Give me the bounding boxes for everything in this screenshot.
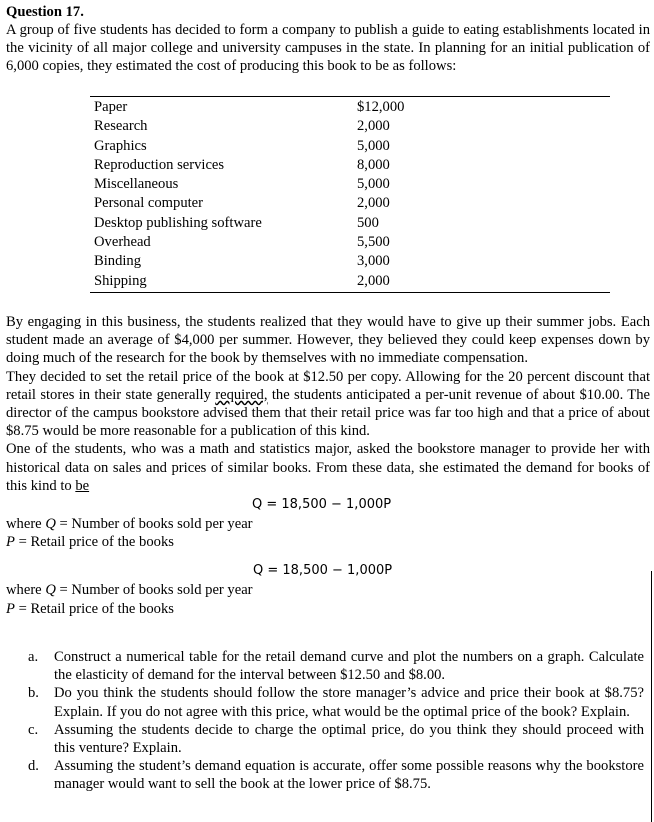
cost-amount: 500	[357, 214, 379, 231]
task-text: Assuming the students decide to charge the optimal price, do you think they should proceed with this venture? Explain.	[54, 721, 644, 757]
q-variable: Q	[45, 516, 56, 533]
cost-item: Desktop publishing software	[94, 214, 262, 231]
cost-row	[90, 233, 610, 252]
cost-row	[90, 252, 610, 271]
paragraph-retail-price	[6, 368, 650, 441]
cost-item: Graphics	[94, 137, 147, 154]
cost-item: Miscellaneous	[94, 176, 179, 193]
where-q-line-repeat: where Q = Number of books sold per year	[6, 582, 253, 599]
cost-row	[90, 156, 610, 175]
cost-row	[90, 272, 610, 291]
question-title: Question 17.	[6, 4, 84, 20]
cost-row	[90, 137, 610, 156]
paragraph-demand	[6, 440, 650, 495]
cost-row	[90, 175, 610, 194]
task-list	[28, 648, 644, 794]
task-marker: c.	[28, 721, 39, 738]
cost-amount: 2,000	[357, 272, 390, 289]
cost-amount: 3,000	[357, 253, 390, 270]
margin-divider-line	[651, 571, 652, 822]
demand-equation: Q = 18,500 − 1,000P	[252, 497, 392, 513]
cost-amount: 5,500	[357, 234, 390, 251]
cost-amount: 2,000	[357, 195, 390, 212]
task-marker: d.	[28, 758, 39, 775]
task-text: Assuming the student’s demand equation is accurate, offer some possible reasons why the bookstore manager would want to sell the book at the lower price of $8.75.	[54, 758, 644, 793]
p-variable: P	[6, 600, 15, 617]
para2-text-a: They decided to set the retail price of the book at $12.50 per copy. Allowing for the 20 percent discount that retail stores in their state generally	[6, 368, 650, 403]
where-q-line: where Q = Number of books sold per year	[6, 516, 253, 533]
required-word: required,	[215, 386, 268, 403]
cost-amount: 8,000	[357, 156, 390, 173]
question-page	[6, 0, 650, 76]
task-text: Do you think the students should follow the store manager’s advice and price their book at $8.75? Explain. If you do not agree with this price, what would be the optimal price of the book? Explain.	[54, 685, 644, 720]
demand-equation-repeat: Q = 18,500 − 1,000P	[253, 563, 393, 579]
cost-amount: $12,000	[357, 99, 405, 115]
task-item	[28, 757, 644, 793]
cost-item: Overhead	[94, 234, 151, 251]
cost-amount: 2,000	[357, 118, 390, 135]
task-text: Construct a numerical table for the retail demand curve and plot the numbers on a graph. Calculate the elasticity of demand for the interval between $12.50 and $8.00.	[54, 649, 644, 684]
cost-item: Paper	[94, 99, 128, 115]
cost-item: Shipping	[94, 272, 147, 289]
task-marker: b.	[28, 685, 39, 702]
cost-item: Research	[94, 118, 148, 135]
paragraph-summer-jobs: By engaging in this business, the students realized that they would have to give up their summer jobs. Each student made an average of $4,000 per summer. However, they believed they could keep expenses down by doing much of the research for the book by themselves with no immediate compensation.	[6, 314, 650, 367]
cost-amount: 5,000	[357, 137, 390, 154]
q-variable: Q	[45, 582, 56, 599]
question-intro: A group of five students has decided to form a company to publish a guide to eating establishments located in the vicinity of all major college and university campuses in the state. In planning for an initial publication of 6,000 copies, they estimated the cost of producing this book to be as follows:	[6, 22, 650, 75]
task-item	[28, 648, 644, 684]
cost-item: Reproduction services	[94, 156, 225, 173]
cost-row	[90, 117, 610, 136]
task-marker: a.	[28, 649, 39, 665]
cost-item: Personal computer	[94, 195, 204, 212]
cost-row	[90, 194, 610, 213]
be-word: be	[75, 477, 90, 494]
p-variable: P	[6, 534, 15, 551]
task-item	[28, 721, 644, 757]
para3-text-a: One of the students, who was a math and statistics major, asked the bookstore manager to provide her with historical data on sales and prices of similar books. From these data, she estimated the demand for books of this kind to	[6, 441, 650, 494]
para2-text-b: the students anticipated a per-unit revenue of about $10.00. The director of the campus bookstore advised them that their retail price was far too high and that a price of about $8.75 would be more reasonable for a publication of this kind.	[6, 386, 650, 440]
cost-item: Binding	[94, 253, 142, 270]
body-section	[6, 313, 650, 618]
task-item	[28, 684, 644, 720]
cost-row	[90, 214, 610, 233]
where-p-line: P = Retail price of the books	[6, 534, 174, 551]
cost-row	[90, 98, 610, 117]
cost-table	[90, 96, 610, 293]
cost-amount: 5,000	[357, 176, 390, 193]
where-p-line-repeat: P = Retail price of the books	[6, 600, 174, 617]
